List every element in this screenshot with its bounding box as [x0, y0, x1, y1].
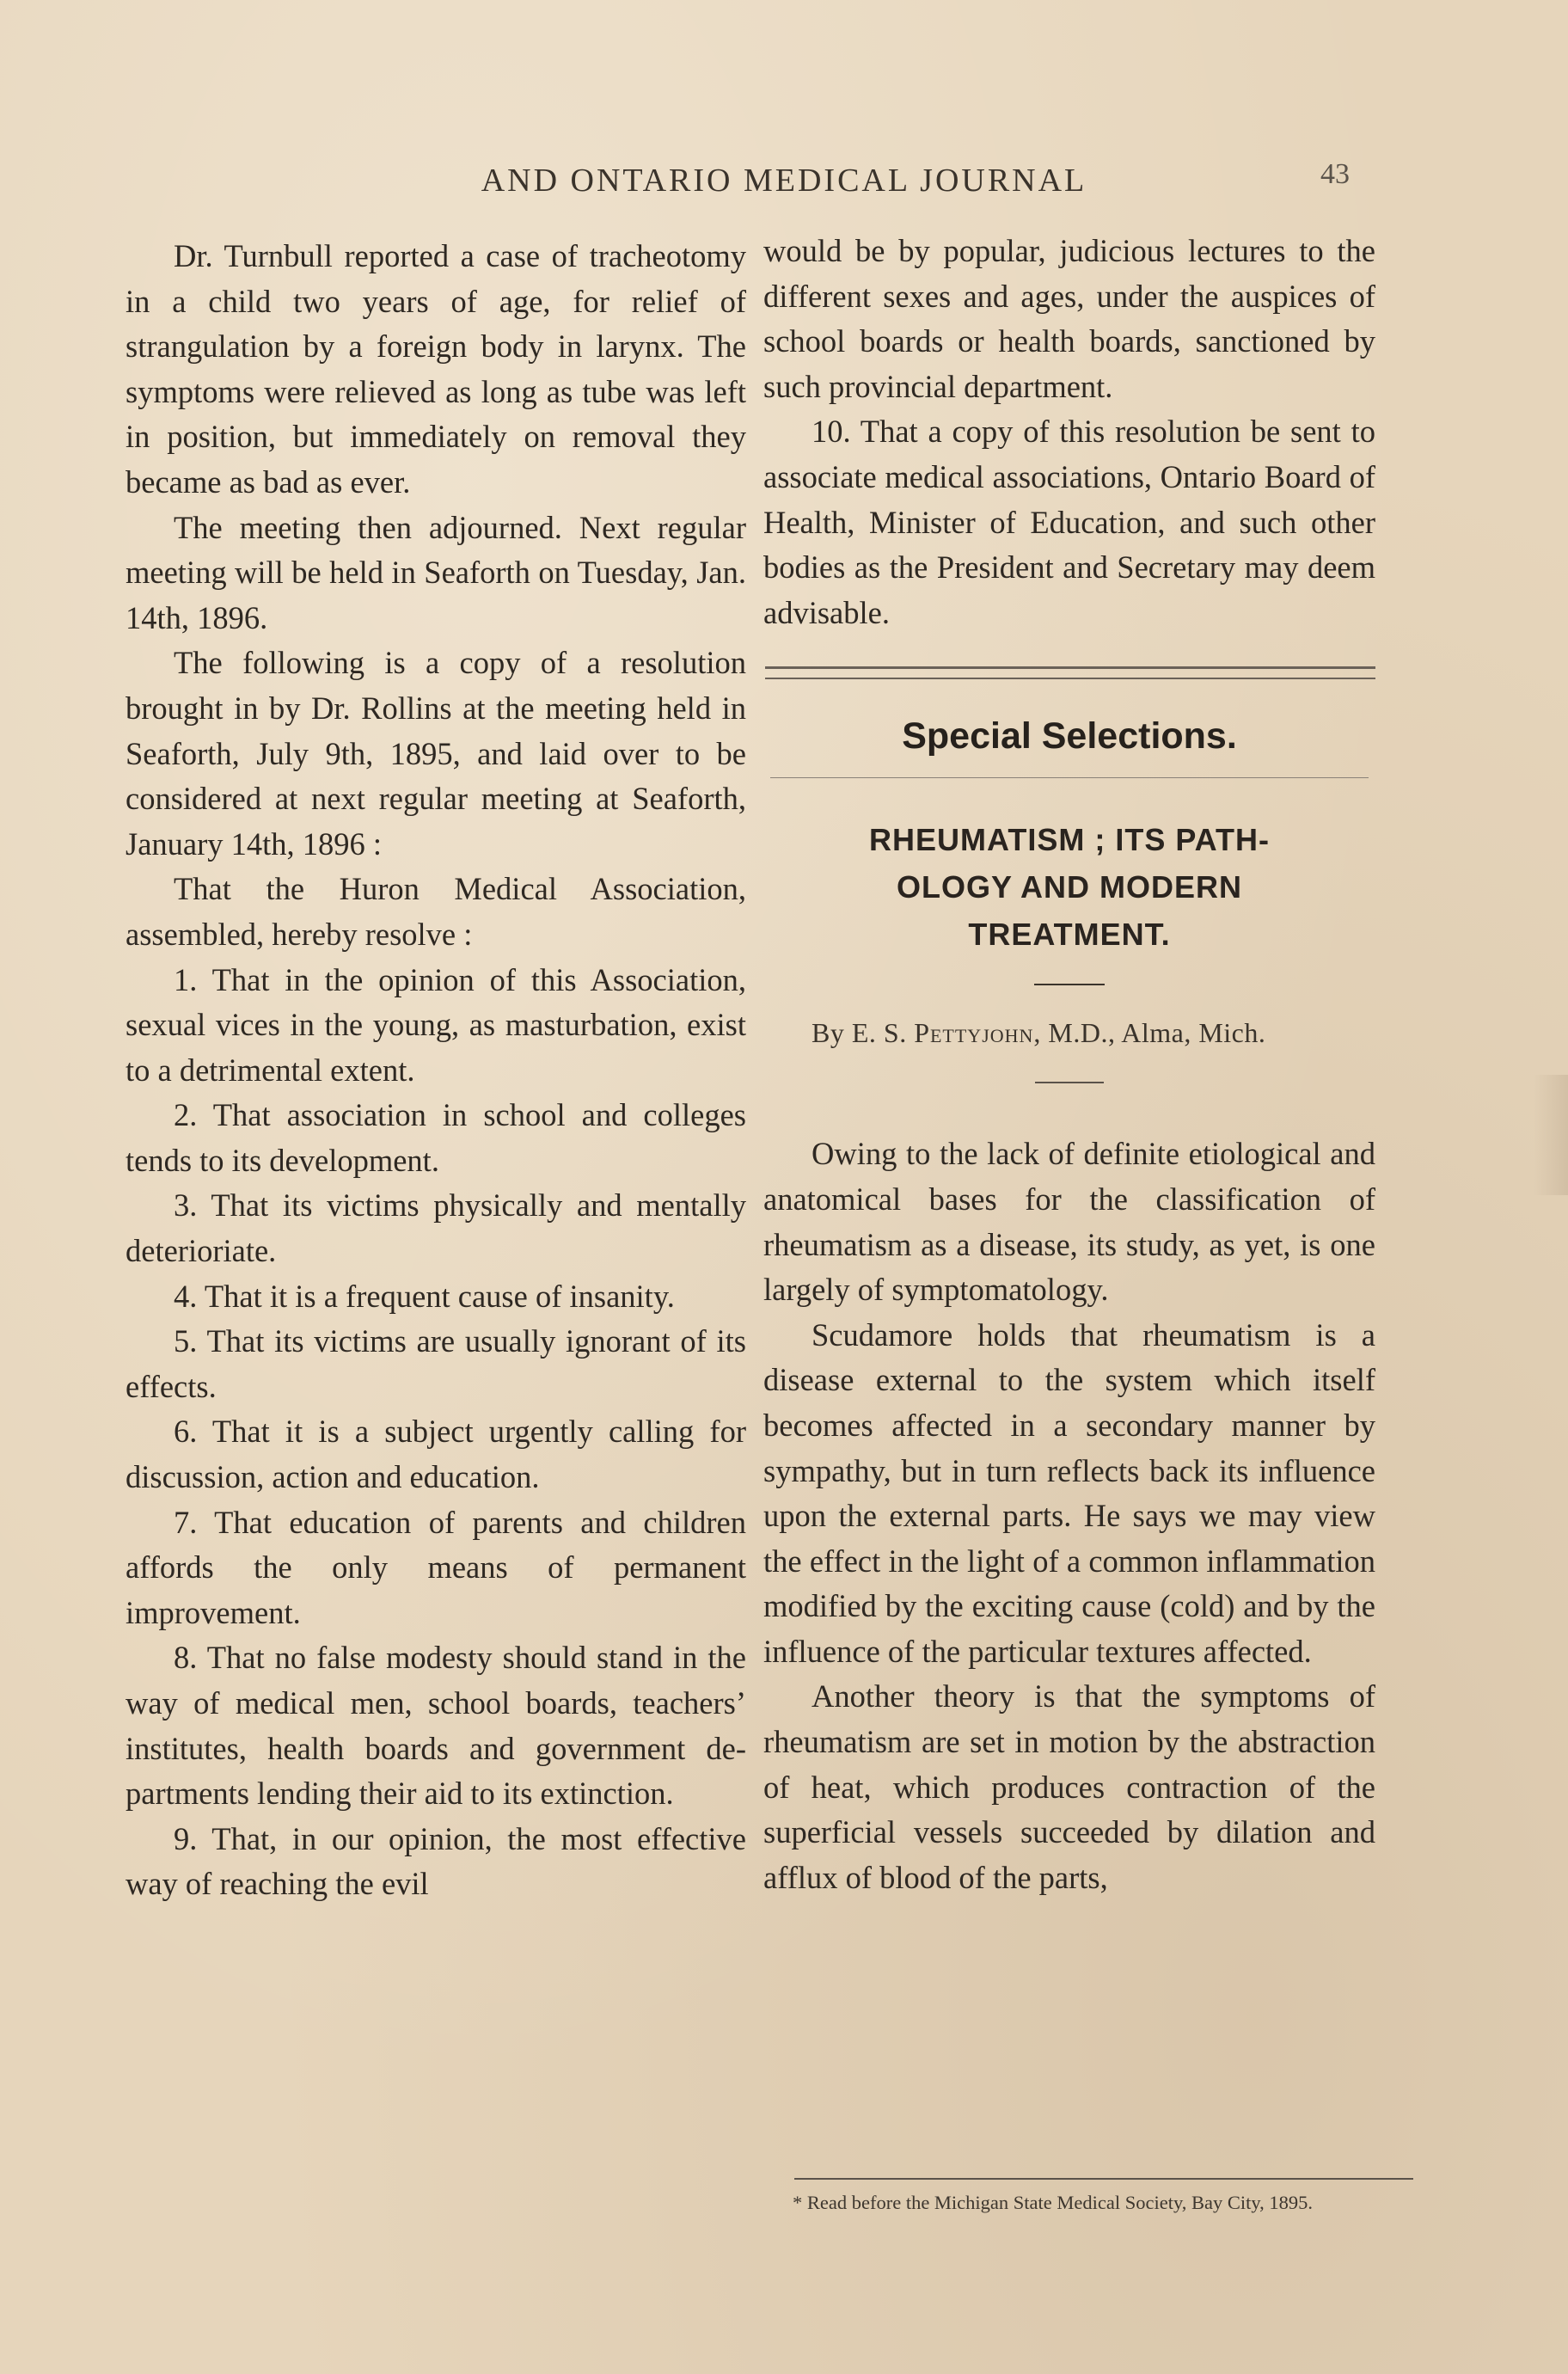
running-head: AND ONTARIO MEDICAL JOURNAL	[481, 163, 1087, 199]
thin-rule-divider	[770, 777, 1369, 778]
article-title-line: TREATMENT.	[968, 917, 1171, 953]
byline-author: Pettyjohn	[914, 1017, 1034, 1049]
paragraph: The following is a copy of a resolution brought in by Dr. Rollins at the meeting held in Seaforth, July 9th, 1895, and laid over to be considered at next regular meeting at Seaforth, January 14th, 1896 :	[126, 645, 746, 862]
right-column	[763, 229, 1375, 1900]
page-number: 43	[1320, 158, 1350, 190]
paragraph: Scudamore holds that rheumatism is a disease external to the system which itself becomes affected in a secondary manner by sympathy, but in turn reflects back its influence upon the external parts. He says we may view the effect in the light of a common inflammation modified by the exciting cause (cold) and by the influence of the particular textures affected.	[763, 1316, 1375, 1669]
paragraph: Owing to the lack of definite etiological and anatomical bases for the classification of rheumatism as a disease, its study, as yet, is one largely of symptomatology.	[763, 1136, 1375, 1308]
article-title-line: OLOGY AND MODERN	[896, 869, 1242, 905]
short-rule-divider	[1035, 1082, 1104, 1083]
short-rule-divider	[1034, 984, 1105, 985]
double-rule-divider	[765, 666, 1375, 679]
paragraph-continuation: would be by popular, judicious lectures to the different sexes and ages, under the auspices of school boards or health boards, sanctioned by such provincial department.	[763, 233, 1375, 404]
byline	[763, 1013, 1375, 1052]
resolution-item: 5. That its victims are usually ignorant of its effects.	[126, 1323, 746, 1404]
paragraph: The meeting then adjourned. Next regular meeting will be held in Seaforth on Tuesday, Jan. 14th, 1896.	[126, 509, 746, 635]
article-title-line: RHEUMATISM ; ITS PATH-	[869, 822, 1270, 858]
paragraph: That the Huron Medical Association, assembled, hereby resolve :	[126, 871, 746, 952]
left-column	[126, 234, 746, 1907]
article-title	[763, 816, 1375, 958]
resolution-item: 2. That association in school and colleges tends to its development.	[126, 1097, 746, 1178]
paragraph: Another theory is that the symptoms of rheumatism are set in motion by the abstraction of heat, which produces contraction of the superficial vessels succeeded by dilation and afflux of blood of the parts,	[763, 1678, 1375, 1895]
resolution-item: 10. That a copy of this resolution be sent to associate medical associations, Ontario Board of Health, Minister of Education, and such other bodies as the President and Secretary may deem advisable.	[763, 414, 1375, 630]
resolution-item: 7. That education of parents and children affords the only means of permanent improvement.	[126, 1504, 746, 1630]
byline-prefix: By E. S.	[812, 1017, 907, 1049]
resolution-item: 4. That it is a frequent cause of insanity.	[174, 1278, 675, 1314]
footnote: * Read before the Michigan State Medical Society, Bay City, 1895.	[793, 2192, 1314, 2213]
byline-suffix: , M.D., Alma, Mich.	[1033, 1017, 1266, 1049]
resolution-item: 3. That its victims physically and mentally deterioriate.	[126, 1187, 746, 1269]
resolution-item: 8. That no false modesty should stand in the way of medical men, school boards, teachers’ institutes, health boards and government departments lending their aid to its extinction.	[126, 1640, 746, 1812]
resolution-item: 1. That in the opinion of this Association, sexual vices in the young, as masturbation, exist to a detrimental extent.	[126, 961, 746, 1088]
paper-edge-shading	[1534, 1075, 1568, 1195]
paragraph: Dr. Turnbull reported a case of tracheotomy in a child two years of age, for relief of strangulation by a foreign body in larynx. The symptoms were relieved as long as tube was left in position, but immediately on removal they became as bad as ever.	[126, 238, 746, 500]
section-title: Special Selections.	[902, 715, 1237, 758]
footnote-rule	[794, 2178, 1413, 2180]
resolution-item: 9. That, in our opinion, the most effective way of reaching the evil	[126, 1820, 746, 1902]
resolution-item: 6. That it is a subject urgently calling for discussion, action and education.	[126, 1414, 746, 1495]
